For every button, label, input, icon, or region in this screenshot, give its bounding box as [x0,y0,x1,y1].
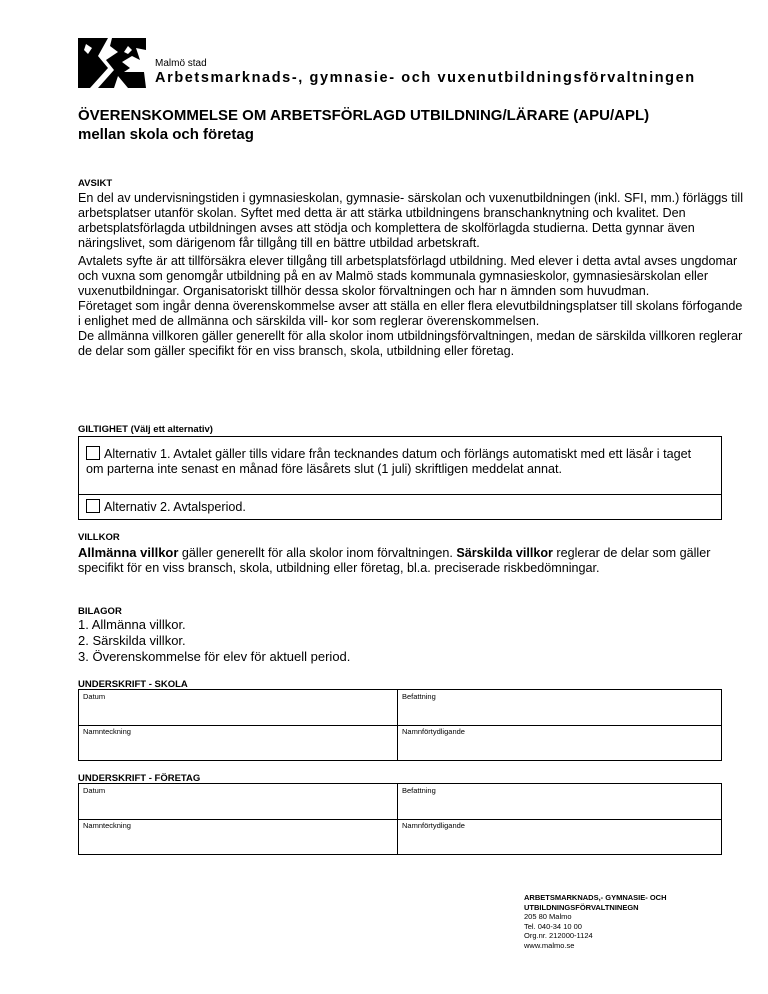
footer-org-number: Org.nr. 212000-1124 [524,931,593,940]
city-name: Malmö stad [155,58,207,69]
special-conditions-text: reglerar de delar som gäller specifikt för en viss bransch, skola, utbildning eller företag, bl.a. preciserade riskbedömningar. [78,546,711,575]
company-date-field[interactable]: Datum [83,786,106,795]
footer-dept-line-1: ARBETSMARKNADS,- GYMNASIE- OCH [524,893,667,902]
option-1-label: Alternativ 1. Avtalet gäller tills vidare från tecknandes datum och förlängs automatiskt med ett läsår i taget om parterna inte senast en månad före läsårets slut (1 juli) skriftligen meddelat annat. [86,447,692,476]
purpose-section [78,191,743,359]
school-signature-table [78,689,722,761]
validity-option-2 [86,499,706,515]
attachments-heading: BILAGOR [78,606,122,617]
purpose-paragraph-1: En del av undervisningstiden i gymnasieskolan, gymnasie- särskolan och vuxenutbildningen (inkl. SFI, mm.) förläggs till arbetsplatser utanför skolan. Syftet med detta är att stärka utbildningens branschanknytning och kvalitet. Den arbetsplatsförlagda utbildningen avses att stödja och komplettera de skolförlagda studierna. Detta gynnar även näringslivet, som därigenom får tillgång till en bättre utbildad arbetskraft. [78,191,743,250]
company-signature-field[interactable]: Namnteckning [83,821,131,830]
option-1-checkbox[interactable] [86,446,100,460]
attachment-item: 3. Överenskommelse för elev för aktuell period. [78,649,351,664]
attachment-item: 1. Allmänna villkor. [78,617,186,632]
purpose-paragraph-3: Företaget som ingår denna överenskommelse avser att ställa en eller flera elevutbildningsplatser till skolans förfogande i enlighet med de allmänna och särskilda vill- kor som reglerar överenskommelsen. [78,299,743,328]
company-position-field[interactable]: Befattning [402,786,436,795]
company-name-field[interactable]: Namnförtydligande [402,821,465,830]
document-title [78,106,758,144]
department-name: Arbetsmarknads-, gymnasie- och vuxenutbildningsförvaltningen [155,70,696,86]
malmo-logo [78,38,146,88]
special-conditions-term: Särskilda villkor [456,546,553,560]
school-signature-field[interactable]: Namnteckning [83,727,131,736]
general-conditions-text: gäller generellt för alla skolor inom förvaltningen. [178,546,457,560]
purpose-paragraph-4: De allmänna villkoren gäller generellt för alla skolor inom utbildningsförvaltningen, medan de särskilda villkoren reglerar de delar som gäller specifikt för en viss bransch, skola, utbildning eller företag. [78,329,743,358]
footer-postal: 205 80 Malmo [524,912,572,921]
footer-phone: Tel. 040-34 10 00 [524,921,582,931]
footer-dept-line-2: UTBILDNINGSFÖRVALTNINEGN [524,902,639,912]
validity-option-1 [86,446,706,477]
conditions-text [78,545,728,576]
footer-address [524,893,667,950]
general-conditions-term: Allmänna villkor [78,545,179,560]
option-2-label: Alternativ 2. Avtalsperiod. [104,500,246,514]
school-position-field[interactable]: Befattning [402,692,436,701]
option-2-checkbox[interactable] [86,499,100,513]
validity-heading: GILTIGHET (Välj ett alternativ) [78,424,213,435]
validity-divider [79,494,721,495]
school-signature-heading: UNDERSKRIFT - SKOLA [78,679,188,690]
attachments-list [78,617,350,665]
company-signature-heading: UNDERSKRIFT - FÖRETAG [78,773,201,784]
footer-website[interactable]: www.malmo.se [524,940,575,950]
company-signature-table [78,783,722,855]
purpose-heading: AVSIKT [78,178,113,189]
title-line-1: ÖVERENSKOMMELSE OM ARBETSFÖRLAGD UTBILDNING/LÄRARE (APU/APL) [78,107,650,124]
validity-box [78,436,722,520]
title-line-2: mellan skola och företag [78,126,254,143]
school-name-field[interactable]: Namnförtydligande [402,727,465,736]
conditions-heading: VILLKOR [78,532,120,543]
school-date-field[interactable]: Datum [83,692,106,701]
attachment-item: 2. Särskilda villkor. [78,633,186,648]
purpose-paragraph-2: Avtalets syfte är att tillförsäkra elever tillgång till arbetsplatsförlagd utbildning. Med elever i detta avtal avses ungdomar och vuxna som genomgår utbildning på en av Malmö stads kommunala gymnasieskolor, gymnasiesärskolan eller vuxenutbildningar. Organisatoriskt tillhör dessa skolor förvaltningen och har n ämnden som huvudman. [78,254,738,298]
